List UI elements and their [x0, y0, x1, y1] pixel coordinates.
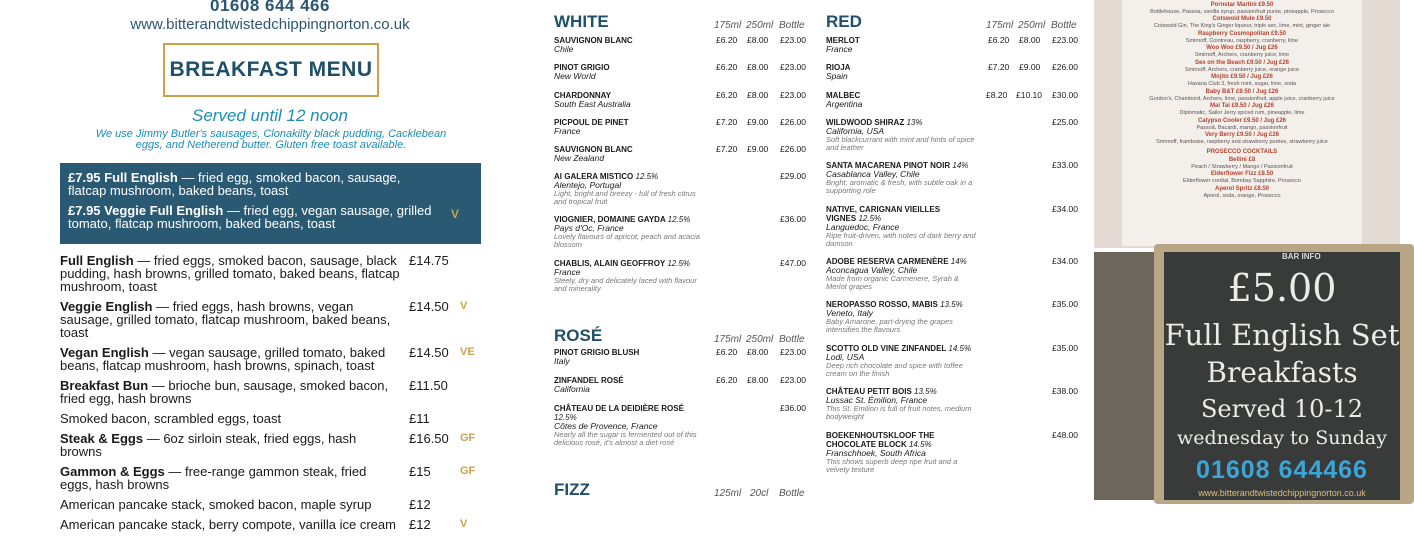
- size-header: 250ml: [746, 334, 774, 345]
- price-glass-large: £8.00: [747, 35, 769, 45]
- wine-item: [826, 431, 1081, 474]
- wine-region: Italy: [554, 356, 570, 366]
- menu-item: [60, 254, 490, 293]
- wine-description: Ripe fruit-driven, with notes of dark berry and damson: [826, 231, 976, 248]
- cocktail-line: Elderflower cordial, Bombay Sapphire, Prosecco: [1182, 178, 1301, 184]
- menu-item: [60, 346, 490, 372]
- menu-item-desc: American pancake stack, smoked bacon, maple syrup: [60, 497, 372, 512]
- wine-description: Nearly all the sugar is fermented out of this delicious rosé, it's almost a diet rosé: [554, 430, 697, 447]
- wine-item: [554, 145, 809, 163]
- dietary-tag: GF: [460, 432, 476, 444]
- wine-item: [826, 387, 1081, 421]
- special-item: [68, 171, 438, 197]
- wine-name: NATIVE, CARIGNAN VIEILLES VIGNES 12.5%: [826, 205, 941, 223]
- wine-section-red: [826, 12, 1081, 492]
- size-header: 175ml: [714, 334, 742, 345]
- wine-region: Casablanca Valley, Chile: [826, 169, 920, 179]
- menu-item-price: £11.50: [409, 378, 448, 393]
- wine-name: SAUVIGNON BLANC: [554, 36, 633, 45]
- background-wall: [1094, 252, 1154, 500]
- cocktail-name: Bellini £8: [1228, 156, 1256, 163]
- price-bottle: £35.00: [1052, 299, 1078, 309]
- wine-section-white: [554, 12, 809, 302]
- wine-name: SAUVIGNON BLANC: [554, 145, 633, 154]
- cocktail-name: Sex on the Beach £9.50 / Jug £26: [1194, 59, 1290, 66]
- menu-item: [60, 379, 490, 405]
- price-glass-large: £9.00: [1019, 62, 1041, 72]
- wine-region: Pays d'Oc, France: [554, 223, 624, 233]
- wine-region: Languedoc, France: [826, 222, 900, 232]
- price-glass-small: £6.20: [988, 35, 1010, 45]
- menu-item: [60, 518, 490, 531]
- cocktail-line: Passoã, Bacardi, mango, passionfruit: [1196, 124, 1288, 131]
- wine-description: This shows superb deep ripe fruit and a velvety texture: [826, 457, 958, 474]
- breakfast-title-box: [163, 43, 379, 97]
- price-glass-large: £8.00: [747, 90, 769, 100]
- wine-region: California, USA: [826, 126, 885, 136]
- menu-item-name: Steak & Eggs: [60, 431, 144, 446]
- breakfast-items: [60, 254, 490, 538]
- section-title: RED: [826, 12, 862, 31]
- wine-item: [554, 404, 809, 447]
- cocktail-line: Havana Club 3, fresh mint, sugar, lime, soda: [1187, 81, 1297, 87]
- wine-section-rose: [554, 326, 809, 456]
- menu-item-name: Breakfast Bun: [60, 378, 149, 393]
- wine-list: [540, 0, 1092, 500]
- wine-region: Spain: [826, 71, 848, 81]
- wine-item: [554, 376, 809, 394]
- wine-description: Baby Amarone, part-drying the grapes intensifies the flavours: [826, 317, 953, 334]
- price-bottle: £23.00: [780, 347, 806, 357]
- menu-item-desc: — brioche bun, sausage, smoked bacon, fried egg, hash browns: [60, 378, 389, 406]
- dietary-tag: V: [460, 518, 468, 530]
- menu-item-price: £11: [409, 411, 430, 426]
- special-offer-box: [60, 163, 481, 244]
- wine-item: [826, 205, 1081, 248]
- wine-section-fizz: [554, 480, 809, 500]
- breakfast-phone: 01608 644 466: [210, 0, 330, 15]
- menu-item-desc: Smoked bacon, scrambled eggs, toast: [60, 411, 282, 426]
- board-line: Served 10-12: [1200, 395, 1364, 423]
- price-bottle: £48.00: [1052, 430, 1078, 440]
- price-bottle: £26.00: [1052, 62, 1078, 72]
- menu-item: [60, 465, 490, 491]
- wine-region: Lodi, USA: [826, 352, 865, 362]
- cocktail-menu-photo: [1094, 0, 1400, 248]
- wine-item: [826, 300, 1081, 334]
- price-glass-small: £6.20: [716, 375, 738, 385]
- cocktail-line: Smirnoff, Cointreau, raspberry, cranberry, lime: [1185, 37, 1299, 44]
- wine-region: France: [554, 267, 581, 277]
- board-price: £5.00: [1227, 266, 1337, 310]
- wine-description: Bright, aromatic & fresh, with subtle oak in a supporting role: [826, 178, 973, 195]
- wine-name: WILDWOOD SHIRAZ 13%: [826, 118, 923, 127]
- wine-region: Aconcagua Valley, Chile: [826, 265, 918, 275]
- menu-item-price: £14.50: [409, 345, 449, 360]
- menu-item-name: Full English: [60, 253, 134, 268]
- cocktail-menu-sheet: [1122, 0, 1362, 246]
- prosecco-section-title: PROSECCO COCKTAILS: [1206, 148, 1278, 155]
- board-line: wednesday to Sunday: [1177, 427, 1387, 449]
- served-until: Served until 12 noon: [192, 106, 348, 125]
- board-line: Breakfasts: [1206, 356, 1358, 389]
- cocktail-line: Peach / Strawberry / Mango / Passionfruit: [1191, 163, 1293, 170]
- menu-item-name: Gammon & Eggs: [60, 464, 165, 479]
- price-glass-small: £6.20: [716, 62, 738, 72]
- price-bottle: £23.00: [780, 35, 806, 45]
- menu-item-desc: — 6oz sirloin steak, fried eggs, hash browns: [60, 431, 357, 459]
- menu-item-price: £14.50: [409, 299, 449, 314]
- size-header: 175ml: [986, 20, 1014, 31]
- wine-name: PINOT GRIGIO: [554, 63, 610, 72]
- price-glass-small: £6.20: [716, 347, 738, 357]
- cocktail-name: Pornstar Martini £9.50: [1210, 1, 1274, 8]
- wine-description: This St. Emilion is full of fruit notes, medium bodyweight: [826, 404, 972, 421]
- price-glass-large: £8.00: [747, 375, 769, 385]
- breakfast-website: www.bitterandtwistedchippingnorton.co.uk: [130, 16, 410, 33]
- wine-region: Côtes de Provence, France: [554, 421, 658, 431]
- wine-item: [554, 91, 809, 109]
- chalkboard-photo: [1094, 252, 1400, 500]
- cocktail-line: Cotswold Gin, The King's Ginger liqueur, triple sec, lime, mint, ginger ale: [1153, 23, 1331, 29]
- wine-item: [826, 161, 1081, 195]
- wine-item: [826, 63, 1081, 81]
- price-bottle: £26.00: [780, 117, 806, 127]
- wine-name: BOEKENHOUTSKLOOF THE CHOCOLATE BLOCK 14.5%: [826, 431, 935, 449]
- price-bottle: £36.00: [780, 403, 806, 413]
- menu-item-desc: — fried eggs, hash browns, vegan sausage, grilled tomato, flatcap mushroom, baked beans, toast: [60, 299, 391, 340]
- wine-region: California: [554, 384, 590, 394]
- wine-region: France: [554, 126, 581, 136]
- breakfast-menu: [0, 0, 540, 532]
- cocktail-name: Baby B&T £9.50 / Jug £26: [1205, 88, 1279, 95]
- menu-item-desc: — free-range gammon steak, fried eggs, hash browns: [60, 464, 367, 492]
- wine-name: ZINFANDEL ROSÉ: [554, 376, 624, 385]
- size-header: Bottle: [779, 334, 805, 345]
- cocktail-name: Very Berry £9.50 / Jug £26: [1204, 132, 1280, 138]
- price-glass-large: £8.00: [747, 62, 769, 72]
- wine-item: [826, 91, 1081, 109]
- wine-description: Made from organic Carmenere, Syrah & Merlot grapes: [826, 274, 959, 291]
- wine-item: [554, 63, 809, 81]
- wine-name: MALBEC: [826, 91, 861, 100]
- wine-item: [826, 36, 1081, 54]
- wine-item: [554, 348, 809, 366]
- cocktail-line: Diplomatic, Sailor Jerry spiced rum, pineapple, lime: [1179, 110, 1305, 116]
- wine-item: [554, 172, 809, 206]
- menu-item-desc: — fried eggs, smoked bacon, sausage, black pudding, hash browns, grilled tomato, baked beans, flatcap mushroom, toast: [60, 253, 400, 294]
- wine-region: Lussac St. Émilion, France: [826, 395, 928, 405]
- size-header: 20cl: [750, 488, 769, 499]
- size-header: Bottle: [779, 488, 805, 499]
- wine-name: SANTA MACARENA PINOT NOIR 14%: [826, 161, 969, 170]
- section-title: WHITE: [554, 12, 609, 31]
- price-glass-small: £7.20: [716, 144, 738, 154]
- price-bottle: £34.00: [1052, 256, 1078, 266]
- cocktail-line: Smirnoff, Archers, cranberry juice, lime: [1194, 52, 1290, 58]
- price-bottle: £34.00: [1052, 204, 1078, 214]
- price-glass-large: £8.00: [747, 347, 769, 357]
- menu-item-price: £16.50: [409, 431, 449, 446]
- wine-description: Steely, dry and delicately laced with flavour and minerality: [554, 276, 697, 293]
- wine-region: New Zealand: [554, 153, 605, 163]
- price-bottle: £33.00: [1052, 160, 1078, 170]
- cocktail-name: Raspberry Cosmopolitan £9.50: [1197, 30, 1287, 37]
- price-bottle: £23.00: [780, 62, 806, 72]
- size-header: 175ml: [714, 20, 742, 31]
- price-bottle: £29.00: [780, 171, 806, 181]
- sourcing-note: We use Jimmy Butler's sausages, Clonakilty black pudding, Cacklebean eggs, and Netherend butter. Gluten free toast available.: [95, 128, 447, 151]
- cocktail-name: Aperol Spritz £8.50: [1214, 185, 1270, 192]
- price-glass-large: £8.00: [1019, 35, 1041, 45]
- wine-region: Alentejo, Portugal: [554, 180, 622, 190]
- wine-name: ADOBE RESERVA CARMENÈRE 14%: [826, 257, 967, 266]
- price-bottle: £25.00: [1052, 117, 1078, 127]
- board-line: Full English Set: [1164, 318, 1400, 352]
- cocktail-name: Woo Woo £9.50 / Jug £26: [1206, 45, 1278, 51]
- menu-item-desc: American pancake stack, berry compote, vanilla ice cream: [60, 517, 396, 532]
- cocktail-line: Smirnoff, framboise, raspberry and strawberry purées, strawberry juice: [1156, 139, 1328, 145]
- price-glass-large: £10.10: [1016, 90, 1042, 100]
- menu-item: [60, 498, 490, 511]
- chalkboard: [1164, 252, 1400, 500]
- menu-item-name: Vegan English: [60, 345, 149, 360]
- cocktail-name: Cotswold Mule £9.50: [1212, 16, 1272, 22]
- wine-description: Soft blackcurrant with mint and hints of spice and leather: [826, 135, 975, 152]
- cocktail-line: Gordon's, Chambord, Archers, lime, passionfruit, apple juice, cranberry juice: [1149, 95, 1335, 102]
- wine-region: Argentina: [826, 99, 863, 109]
- wine-region: New World: [554, 71, 596, 81]
- size-header: 250ml: [1018, 20, 1046, 31]
- menu-item: [60, 300, 490, 339]
- special-item-name: £7.95 Full English: [68, 170, 178, 185]
- wine-item: [554, 215, 809, 249]
- board-phone: 01608 644466: [1196, 456, 1368, 484]
- wine-name: CHÂTEAU DE LA DEIDIÈRE ROSÉ 12.5%: [554, 404, 684, 422]
- price-bottle: £35.00: [1052, 343, 1078, 353]
- price-bottle: £47.00: [780, 258, 806, 268]
- cocktail-name: Mai Tai £9.50 / Jug £26: [1210, 103, 1274, 109]
- wine-name: MERLOT: [826, 36, 860, 45]
- price-glass-small: £6.20: [716, 90, 738, 100]
- wine-name: VIOGNIER, DOMAINE GAYDA 12.5%: [554, 215, 691, 224]
- price-bottle: £23.00: [780, 375, 806, 385]
- wine-region: Franschhoek, South Africa: [826, 448, 926, 458]
- cocktail-line: Smirnoff, Archers, cranberry juice, orange juice: [1184, 66, 1300, 73]
- wine-name: CHABLIS, ALAIN GEOFFROY 12.5%: [554, 259, 691, 268]
- wine-description: Lovely flavours of apricot, peach and acacia blossom: [554, 232, 700, 249]
- size-header: 250ml: [746, 20, 774, 31]
- menu-item-price: £14.75: [409, 253, 449, 268]
- price-bottle: £23.00: [780, 90, 806, 100]
- wine-item: [554, 36, 809, 54]
- size-header: 125ml: [714, 488, 742, 499]
- price-glass-small: £7.20: [988, 62, 1010, 72]
- menu-item-name: Veggie English: [60, 299, 153, 314]
- section-title: FIZZ: [554, 480, 590, 499]
- menu-item-price: £12: [409, 497, 431, 512]
- price-glass-large: £9.00: [747, 144, 769, 154]
- section-title: ROSÉ: [554, 326, 603, 345]
- cocktail-name: Calypso Cooler £9.50 / Jug £26: [1197, 117, 1287, 124]
- size-header: Bottle: [1051, 20, 1077, 31]
- wine-name: CHARDONNAY: [554, 91, 612, 100]
- special-item-desc: — fried egg, vegan sausage, grilled tomato, flatcap mushroom, baked beans, toast: [68, 203, 432, 231]
- wine-region: South East Australia: [554, 99, 631, 109]
- wine-region: France: [826, 44, 853, 54]
- wine-description: Light, bright and breezy - full of fresh citrus and tropical fruit: [554, 189, 696, 206]
- menu-item: [60, 432, 490, 458]
- menu-item-price: £12: [409, 517, 431, 532]
- menu-item-price: £15: [409, 464, 431, 479]
- price-bottle: £30.00: [1052, 90, 1078, 100]
- board-top-text: BAR INFO: [1282, 252, 1321, 261]
- wine-name: NEROPASSO ROSSO, MABIS 13.5%: [826, 300, 963, 309]
- price-bottle: £36.00: [780, 214, 806, 224]
- cocktail-name: Mojito £9.50 / Jug £26: [1211, 74, 1273, 80]
- price-glass-small: £8.20: [986, 90, 1008, 100]
- wine-description: Deep rich chocolate and spice with toffee cream on the finish: [826, 361, 963, 378]
- vegetarian-tag: V: [450, 207, 459, 221]
- wine-name: RIOJA: [826, 63, 851, 72]
- menu-item: [60, 412, 490, 425]
- wine-item: [826, 118, 1081, 152]
- cocktail-line: Bottlehouse, Passoa, vanilla syrup, passionfruit purée, pineapple, Prosecco: [1150, 8, 1334, 15]
- wine-name: CHÂTEAU PETIT BOIS 13.5%: [826, 387, 937, 396]
- wine-item: [826, 257, 1081, 291]
- price-glass-small: £6.20: [716, 35, 738, 45]
- price-bottle: £26.00: [780, 144, 806, 154]
- wine-name: SCOTTO OLD VINE ZINFANDEL 14.5%: [826, 344, 972, 353]
- dietary-tag: GF: [460, 465, 476, 477]
- wine-name: PICPOUL DE PINET: [554, 118, 629, 127]
- price-glass-small: £7.20: [716, 117, 738, 127]
- special-item-desc: — fried egg, smoked bacon, sausage, flatcap mushroom, baked beans, toast: [68, 170, 401, 198]
- dietary-tag: V: [460, 300, 468, 312]
- price-bottle: £38.00: [1052, 386, 1078, 396]
- cocktail-name: Elderflower Fizz £8.50: [1210, 171, 1274, 177]
- wine-item: [826, 344, 1081, 378]
- cocktail-line: Aperol, soda, orange, Prosecco: [1203, 192, 1281, 199]
- dietary-tag: VE: [460, 346, 475, 358]
- wine-item: [554, 118, 809, 136]
- special-item-name: £7.95 Veggie Full English: [68, 203, 224, 218]
- wine-name: AI GALERA MISTICO 12.5%: [554, 172, 659, 181]
- board-website: www.bitterandtwistedchippingnorton.co.uk: [1198, 488, 1366, 498]
- special-item: [68, 204, 438, 230]
- price-glass-large: £9.00: [747, 117, 769, 127]
- price-bottle: £23.00: [1052, 35, 1078, 45]
- menu-item-desc: — vegan sausage, grilled tomato, baked beans, flatcap mushroom, hash browns, spinach, toast: [60, 345, 386, 373]
- wine-region: Chile: [554, 44, 574, 54]
- wine-item: [554, 259, 809, 293]
- wine-region: Veneto, Italy: [826, 308, 873, 318]
- size-header: Bottle: [779, 20, 805, 31]
- wine-name: PINOT GRIGIO BLUSH: [554, 348, 640, 357]
- breakfast-title: BREAKFAST MENU: [169, 58, 373, 81]
